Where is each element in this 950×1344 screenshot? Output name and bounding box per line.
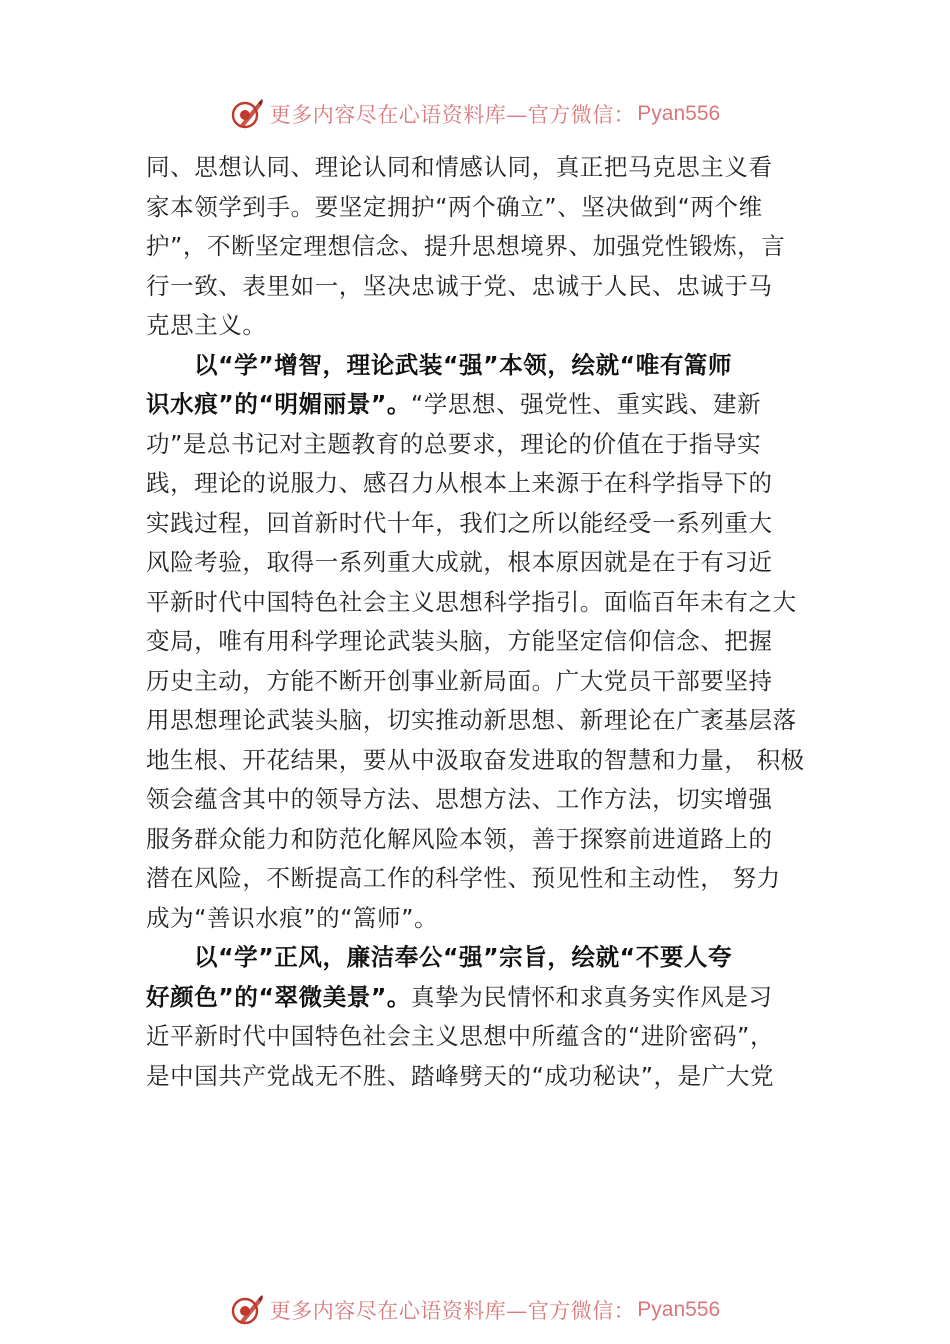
body-text: 用思想理论武装头脑，切实推动新思想、新理论在广袤基层落 bbox=[146, 706, 797, 734]
pen-logo-icon bbox=[230, 1293, 264, 1327]
body-text: 践，理论的说服力、感召力从根本上来源于在科学指导下的 bbox=[146, 469, 773, 497]
text-line bbox=[146, 464, 826, 504]
text-line bbox=[146, 1057, 826, 1097]
body-text: 功”是总书记对主题教育的总要求，理论的价值在于指导实 bbox=[146, 429, 762, 458]
text-line bbox=[146, 583, 826, 623]
text-line bbox=[146, 346, 826, 386]
text-line bbox=[146, 780, 826, 820]
bold-heading-text: 好颜色”的“翠微美景”。 bbox=[146, 982, 412, 1011]
text-line bbox=[146, 188, 826, 228]
body-text: 领会蕴含其中的领导方法、思想方法、工作方法，切实增强 bbox=[146, 785, 773, 813]
body-text: 平新时代中国特色社会主义思想科学指引。面临百年未有之大 bbox=[146, 587, 797, 616]
body-text: 克思主义。 bbox=[146, 311, 267, 339]
text-line bbox=[146, 899, 826, 939]
text-line bbox=[146, 425, 826, 465]
body-text: 服务群众能力和防范化解风险本领，善于探察前进道路上的 bbox=[146, 824, 773, 853]
body-text: 实践过程，回首新时代十年，我们之所以能经受一系列重大 bbox=[146, 508, 773, 537]
text-line bbox=[146, 543, 826, 583]
text-line bbox=[146, 227, 826, 267]
watermark-id: Pyan556 bbox=[637, 102, 721, 125]
body-text: 同、思想认同、理论认同和情感认同，真正把马克思主义看 bbox=[146, 153, 773, 181]
watermark-header bbox=[0, 94, 950, 134]
watermark-text: 更多内容尽在心语资料库—官方微信： bbox=[269, 103, 636, 127]
text-line bbox=[146, 741, 826, 781]
paragraph bbox=[146, 346, 826, 939]
body-text: 真挚为民情怀和求真务实作风是习 bbox=[411, 982, 773, 1011]
text-line bbox=[146, 267, 826, 307]
body-text: 行一致、表里如一，坚决忠诚于党、忠诚于人民、忠诚于马 bbox=[146, 271, 773, 300]
body-text: 近平新时代中国特色社会主义思想中所蕴含的“进阶密码”， bbox=[146, 1022, 775, 1050]
bold-heading-text: 识水痕”的“明媚丽景”。 bbox=[146, 390, 412, 418]
body-text: 成为“善识水痕”的“篙师”。 bbox=[146, 903, 439, 932]
text-line bbox=[146, 622, 826, 662]
text-line bbox=[146, 859, 826, 899]
document-body bbox=[146, 148, 826, 1096]
text-line bbox=[146, 938, 826, 978]
text-line bbox=[146, 820, 826, 860]
pen-logo-icon bbox=[230, 97, 264, 131]
body-text: 家本领学到手。要坚定拥护“两个确立”、坚决做到“两个维 bbox=[146, 192, 763, 221]
paragraph bbox=[146, 938, 826, 1096]
text-line bbox=[146, 701, 826, 741]
body-text: “学思想、强党性、重实践、建新 bbox=[411, 390, 762, 418]
body-text: 是中国共产党战无不胜、踏峰劈天的“成功秘诀”，是广大党 bbox=[146, 1061, 775, 1090]
text-line bbox=[146, 385, 826, 425]
watermark-id: Pyan556 bbox=[637, 1298, 721, 1321]
body-text: 风险考验，取得一系列重大成就，根本原因就是在于有习近 bbox=[146, 548, 773, 576]
text-line bbox=[146, 978, 826, 1018]
body-text: 变局，唯有用科学理论武装头脑，方能坚定信仰信念、把握 bbox=[146, 627, 773, 655]
paragraph bbox=[146, 148, 826, 346]
text-line bbox=[146, 662, 826, 702]
body-text: 地生根、开花结果，要从中汲取奋发进取的智慧和力量， 积极 bbox=[146, 745, 805, 774]
bold-heading-text: 以“学”增智，理论武装“强”本领，绘就“唯有篙师 bbox=[194, 350, 733, 379]
text-line bbox=[146, 504, 826, 544]
text-line bbox=[146, 148, 826, 188]
body-text: 潜在风险，不断提高工作的科学性、预见性和主动性， 努力 bbox=[146, 864, 781, 892]
text-line bbox=[146, 306, 826, 346]
body-text: 历史主动，方能不断开创事业新局面。广大党员干部要坚持 bbox=[146, 666, 773, 695]
bold-heading-text: 以“学”正风，廉洁奉公“强”宗旨，绘就“不要人夸 bbox=[194, 943, 733, 971]
watermark-footer bbox=[0, 1290, 950, 1330]
text-line bbox=[146, 1017, 826, 1057]
body-text: 护”，不断坚定理想信念、提升思想境界、加强党性锻炼，言 bbox=[146, 232, 786, 260]
watermark-text: 更多内容尽在心语资料库—官方微信： bbox=[269, 1299, 636, 1323]
